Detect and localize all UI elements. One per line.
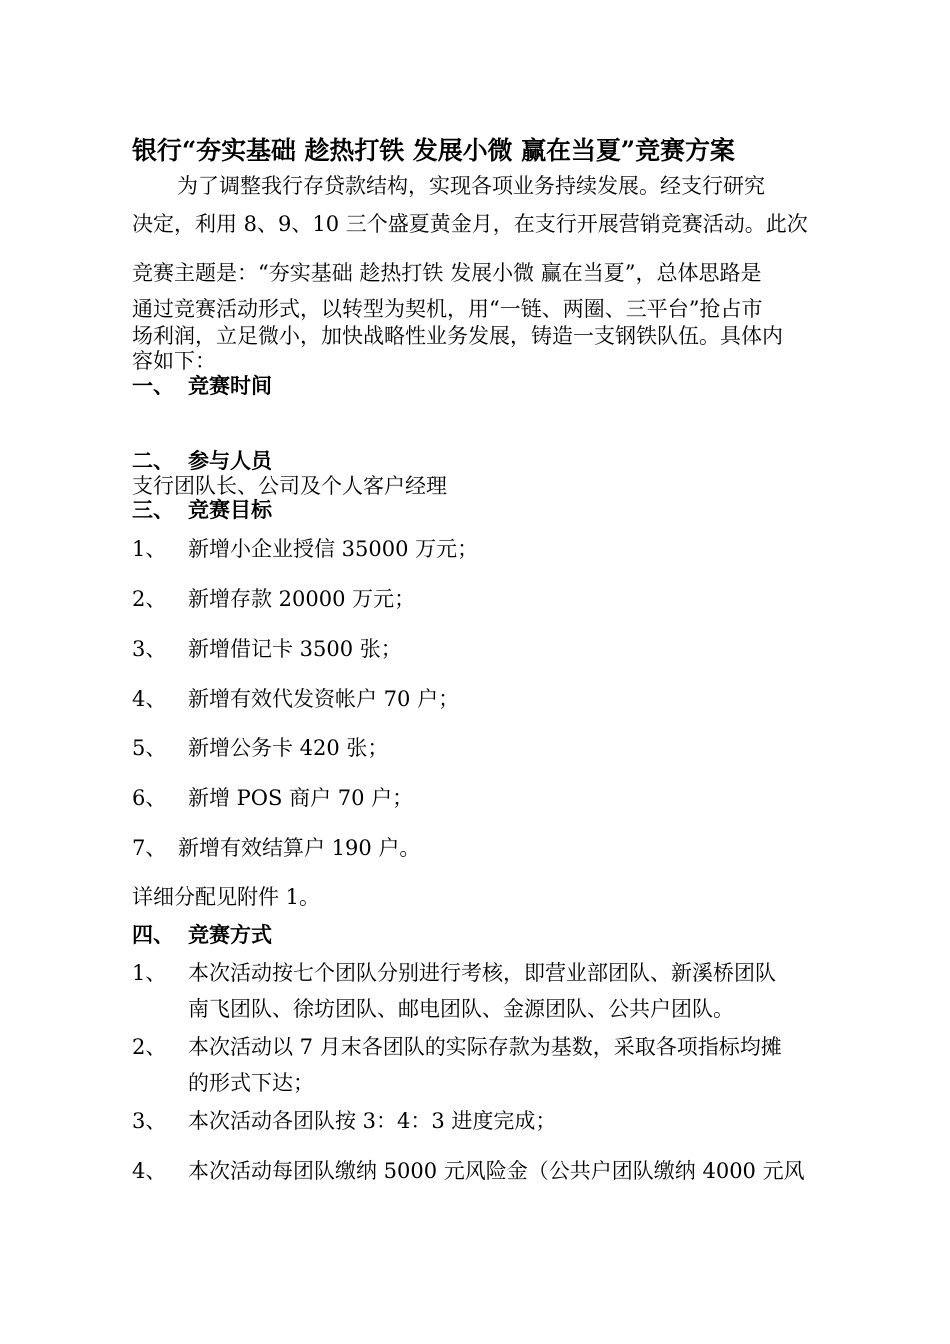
section-heading: 参与人员 [188,448,272,473]
list-number: 1、 [132,537,167,561]
list-item: 新增有效代发资帐户 70 户； [188,687,460,711]
list-number: 6、 [132,786,167,810]
list-number: 2、 [132,1035,167,1059]
target-note: 详细分配见附件 1。 [132,885,321,909]
list-number: 3、 [132,1109,167,1133]
section-number: 三、 [132,497,174,522]
list-item-continuation: 的形式下达； [188,1071,314,1095]
section-number: 四、 [132,922,174,947]
list-number: 4、 [132,1159,167,1183]
list-item: 新增借记卡 3500 张； [188,637,402,661]
intro-line: 为了调整我行存贷款结构，实现各项业务持续发展。经支行研究 [177,174,765,198]
list-item: 本次活动以 7 月末各团队的实际存款为基数，采取各项指标均摊 [188,1035,782,1059]
section-body: 支行团队长、公司及个人客户经理 [132,474,447,498]
section-heading: 竞赛目标 [188,497,272,522]
list-item-continuation: 南飞团队、徐坊团队、邮电团队、金源团队、公共户团队。 [188,997,734,1021]
section-number: 一、 [132,373,174,398]
intro-line: 决定，利用 8、9、10 三个盛夏黄金月，在支行开展营销竞赛活动。此次 [132,212,808,236]
list-item: 本次活动按七个团队分别进行考核，即营业部团队、新溪桥团队 [188,961,776,985]
list-item: 新增存款 20000 万元； [188,587,416,611]
list-item: 新增有效结算户 190 户。 [178,836,421,860]
intro-line: 容如下： [132,349,216,373]
document-title: 银行“夯实基础 趁热打铁 发展小微 赢在当夏”竞赛方案 [132,136,735,165]
list-number: 3、 [132,637,167,661]
intro-line: 竞赛主题是：“夯实基础 趁热打铁 发展小微 赢在当夏”，总体思路是 [132,261,762,285]
list-item: 新增 POS 商户 70 户； [188,786,414,810]
list-item: 新增公务卡 420 张； [188,736,389,760]
section-heading: 竞赛方式 [188,922,272,947]
section-heading: 竞赛时间 [188,373,272,398]
list-item: 本次活动各团队按 3：4：3 进度完成； [188,1109,557,1133]
list-item: 新增小企业授信 35000 万元； [188,537,479,561]
section-number: 二、 [132,448,174,473]
list-number: 2、 [132,587,167,611]
list-number: 1、 [132,961,167,985]
list-number: 5、 [132,736,167,760]
intro-line: 场利润，立足微小，加快战略性业务发展，铸造一支钢铁队伍。具体内 [132,324,783,348]
intro-line: 通过竞赛活动形式，以转型为契机，用“一链、两圈、三平台”抢占市 [132,297,763,321]
list-number: 4、 [132,687,167,711]
list-number: 7、 [132,836,167,860]
list-item: 本次活动每团队缴纳 5000 元风险金（公共户团队缴纳 4000 元风 [188,1159,805,1183]
